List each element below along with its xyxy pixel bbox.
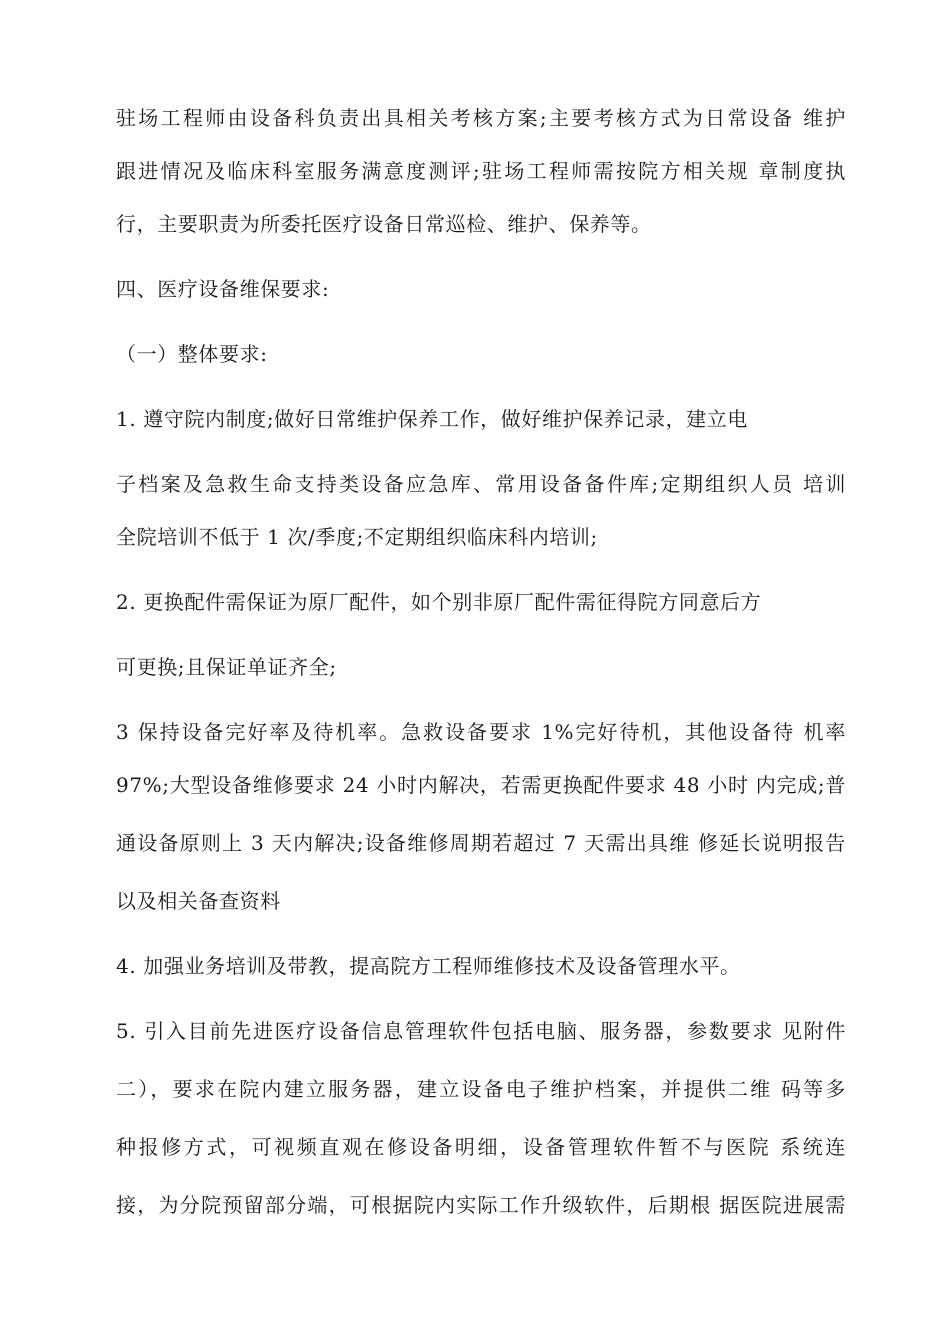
paragraph-line: 行，主要职责为所委托医疗设备日常巡检、维护、保养等。 — [116, 212, 652, 236]
paragraph-line: 全院培训不低于 1 次/季度;不定期组织临床科内培训; — [116, 525, 598, 549]
paragraph-line: 5. 引入目前先进医疗设备信息管理软件包括电脑、服务器，参数要求 见附件 — [116, 1019, 846, 1043]
paragraph-line: 通设备原则上 3 天内解决;设备维修周期若超过 7 天需出具维 修延长说明报告 — [116, 831, 846, 855]
paragraph-line: 1. 遵守院内制度;做好日常维护保养工作，做好维护保养记录，建立电 — [116, 407, 748, 431]
paragraph-line: 子档案及急救生命支持类设备应急库、常用设备备件库;定期组织人员 培训 — [116, 472, 846, 496]
paragraph-line: 2. 更换配件需保证为原厂配件，如个别非原厂配件需征得院方同意后方 — [116, 590, 762, 614]
paragraph-line: 可更换;且保证单证齐全; — [116, 655, 337, 679]
paragraph-line: 二），要求在院内建立服务器，建立设备电子维护档案，并提供二维 码等多 — [116, 1077, 846, 1101]
paragraph-line: 种报修方式，可视频直观在修设备明细，设备管理软件暂不与医院 系统连 — [116, 1135, 846, 1159]
subsection-heading: （一）整体要求: — [116, 342, 268, 366]
section-heading: 四、医疗设备维保要求: — [116, 277, 330, 301]
paragraph-line: 3 保持设备完好率及待机率。急救设备要求 1%完好待机，其他设备待 机率 — [116, 720, 846, 744]
paragraph-line: 跟进情况及临床科室服务满意度测评;驻场工程师需按院方相关规 章制度执 — [116, 159, 846, 183]
paragraph-line: 驻场工程师由设备科负责出具相关考核方案;主要考核方式为日常设备 维护 — [116, 106, 846, 130]
paragraph-line: 接，为分院预留部分端，可根据院内实际工作升级软件，后期根 据医院进展需 — [116, 1193, 846, 1217]
paragraph-line: 97%;大型设备维修要求 24 小时内解决，若需更换配件要求 48 小时 内完成;普 — [116, 773, 846, 797]
paragraph-line: 4. 加强业务培训及带教，提高院方工程师维修技术及设备管理水平。 — [116, 954, 741, 978]
paragraph-line: 以及相关备查资料 — [116, 889, 281, 913]
